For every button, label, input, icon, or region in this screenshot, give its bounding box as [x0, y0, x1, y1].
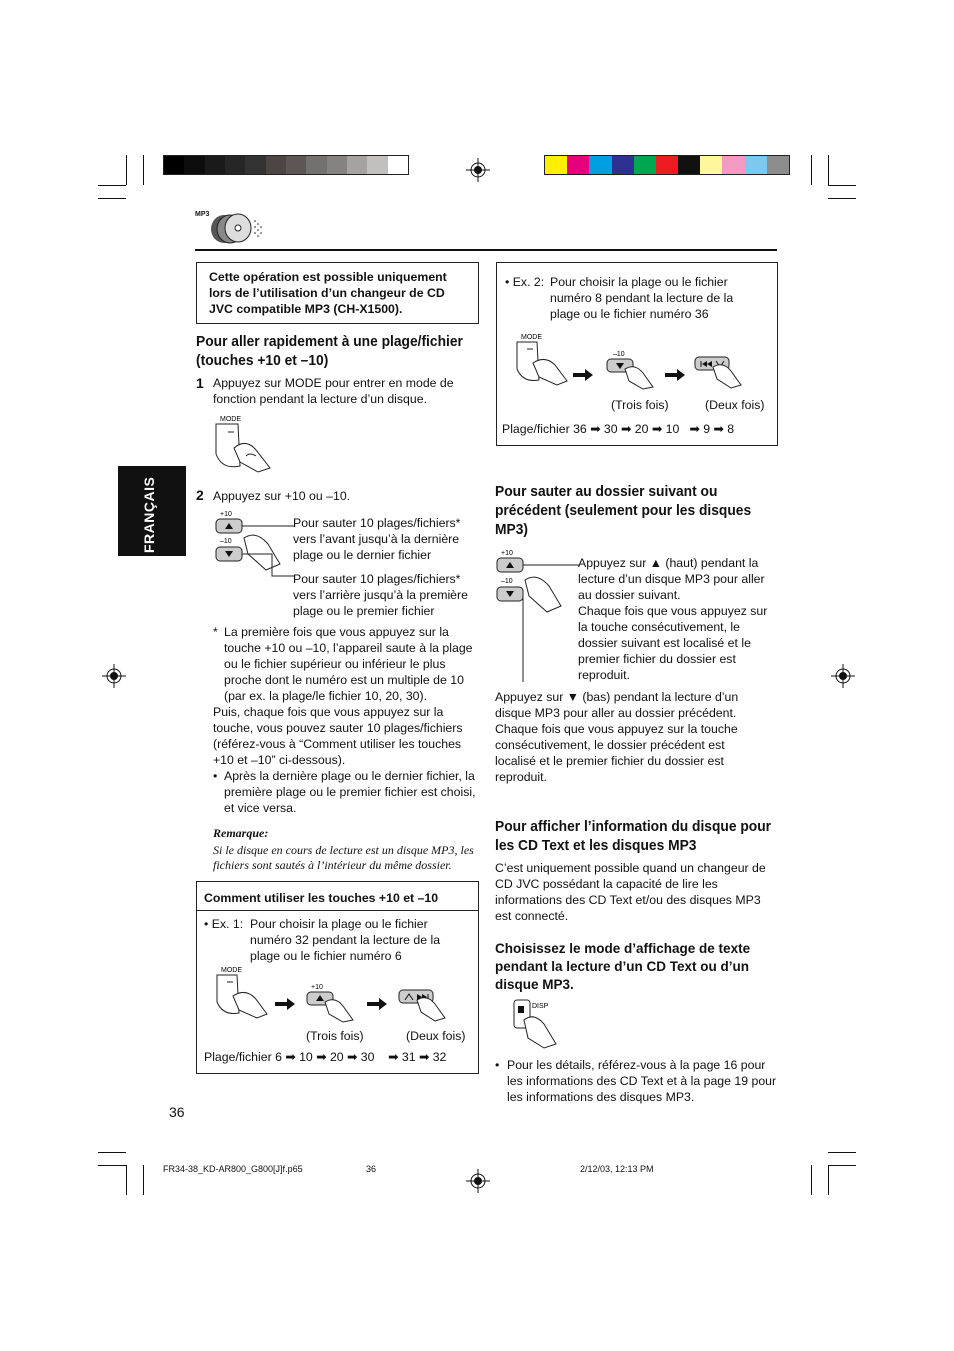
calibration-swatch	[388, 156, 408, 174]
ex2-box	[496, 262, 778, 446]
ex1-seq-value: 30	[360, 1050, 375, 1064]
section3-text: C’est uniquement possible quand un changeur de CD JVC possédant la capacité de lire les informations des CD Text et/ou des disques MP3 est connecté.	[495, 861, 766, 923]
section3-bullet: Pour les détails, référez-vous à la page 16 pour les informations des CD Text et à la page 19 pour les informations des disques MP3.	[507, 1058, 777, 1104]
calibration-swatch	[347, 156, 367, 174]
bullet-text: Après la dernière plage ou le dernier fichier, la première plage ou le premier fichier est choisi, et vice versa.	[224, 769, 476, 815]
crop-mark	[143, 1165, 144, 1195]
calibration-swatch	[634, 156, 656, 174]
remark-text: Si le disque en cours de lecture est un disque MP3, les fichiers sont sautés à l’intérieur du même dossier.	[213, 843, 474, 872]
calibration-swatch	[266, 156, 286, 174]
calibration-swatch	[656, 156, 678, 174]
notice-box	[196, 262, 479, 324]
calibration-swatch	[164, 156, 184, 174]
folder-down-text: Appuyez sur ▼ (bas) pendant la lecture d’un disque MP3 pour aller au dossier précédent. Chaque fois que vous appuyez sur la touche consécutivement, le dossier précédent est localisé et le premier fichier du dossier est reproduit.	[495, 690, 739, 784]
ex1-trois-fois: (Trois fois)	[306, 1029, 364, 1043]
ex2-seq-value: 8	[727, 422, 735, 436]
crop-mark	[143, 155, 144, 185]
folder-up-down-buttons-illustration	[495, 546, 579, 686]
ex2-seq-value: 9	[703, 422, 711, 436]
gray-calibration-bar	[163, 155, 409, 175]
crop-mark	[98, 185, 126, 186]
registration-target-icon	[466, 1169, 490, 1193]
ex2-label: • Ex. 2:	[505, 275, 545, 289]
plus10-label: +10	[501, 550, 513, 557]
calibration-swatch	[745, 156, 767, 174]
crop-mark	[828, 1152, 856, 1153]
disp-label: DISP	[532, 1003, 549, 1010]
remark-title: Remarque:	[213, 826, 269, 840]
footnote-continuation: Puis, chaque fois que vous appuyez sur la touche, vous pouvez sauter 10 plages/fichiers (référez-vous à “Comment utiliser les touches +10 et –10” ci-dessous).	[213, 705, 463, 767]
ex1-deux-fois: (Deux fois)	[406, 1029, 466, 1043]
minus10-label: –10	[220, 538, 232, 545]
ex1-sequence: Plage/fichier 6 ➡ 10 ➡ 20 ➡ 30 ➡ 31 ➡ 32	[204, 1050, 447, 1064]
calibration-swatch	[589, 156, 611, 174]
header-rule	[195, 249, 777, 251]
ex2-text: Pour choisir la plage ou le fichier numéro 8 pendant la lecture de la plage ou le fichier numéro 36	[550, 275, 734, 321]
calibration-swatch	[327, 156, 347, 174]
mode-label: MODE	[220, 416, 241, 423]
calibration-swatch	[567, 156, 589, 174]
mode-label: MODE	[221, 967, 242, 974]
crop-mark	[98, 1152, 126, 1153]
calibration-swatch	[286, 156, 306, 174]
ex2-trois-fois: (Trois fois)	[611, 398, 669, 412]
step1-number: 1	[196, 375, 204, 391]
ex1-seq-value: 31	[401, 1050, 416, 1064]
callout-forward: Pour sauter 10 plages/fichiers* vers l’avant jusqu’à la dernière plage ou le dernier fichier	[293, 516, 461, 562]
ex2-seq-label: Plage/fichier 36	[502, 422, 587, 436]
ex2-seq-value: 10	[665, 422, 680, 436]
crop-mark	[828, 185, 856, 186]
ex1-label: • Ex. 1:	[204, 917, 244, 931]
step2-number: 2	[196, 487, 204, 503]
calibration-swatch	[767, 156, 789, 174]
ex2-sequence: Plage/fichier 36 ➡ 30 ➡ 20 ➡ 10 ➡ 9 ➡ 8	[502, 422, 735, 436]
ex2-seq-value: 30	[603, 422, 618, 436]
registration-target-icon	[831, 664, 855, 688]
howto-box	[196, 881, 479, 1074]
ex1-sequence-illustration	[213, 964, 473, 1024]
plus10-label: +10	[311, 984, 323, 991]
calibration-swatch	[678, 156, 700, 174]
minus10-label: –10	[501, 578, 513, 585]
crop-mark	[98, 198, 126, 199]
language-tab	[118, 466, 186, 556]
notice-text: Cette opération est possible uniquement lors de l’utilisation d’un changeur de CD JVC compatible MP3 (CH-X1500).	[209, 270, 447, 316]
page-number: 36	[169, 1104, 185, 1120]
disp-button-illustration	[512, 998, 572, 1052]
ex2-deux-fois: (Deux fois)	[705, 398, 765, 412]
howto-divider	[197, 910, 478, 911]
language-tab-label: FRANÇAIS	[141, 476, 157, 553]
folder-up-callout: Appuyez sur ▲ (haut) pendant la lecture d’un disque MP3 pour aller au dossier suivant. Chaque fois que vous appuyez sur la touche consécutivement, le dossier suivant est localisé et le premier fichier du dossier est reproduit.	[578, 556, 768, 682]
crop-mark	[98, 1165, 126, 1166]
ex1-seq-value: 10	[299, 1050, 313, 1064]
ex1-seq-label: Plage/fichier 6	[204, 1050, 282, 1064]
calibration-swatch	[184, 156, 204, 174]
mode-label: MODE	[521, 334, 542, 341]
color-calibration-bar	[544, 155, 790, 175]
footnote-star: *	[213, 625, 218, 639]
crop-mark	[828, 198, 856, 199]
calibration-swatch	[245, 156, 265, 174]
registration-target-icon	[102, 664, 126, 688]
crop-mark	[126, 1165, 127, 1195]
step2-text: Appuyez sur +10 ou –10.	[213, 489, 351, 503]
crop-mark	[811, 155, 812, 185]
crop-mark	[126, 155, 127, 185]
bullet-dot: •	[495, 1058, 500, 1072]
crop-mark	[828, 1165, 856, 1166]
callout-backward: Pour sauter 10 plages/fichiers* vers l’arrière jusqu’à la première plage ou le premier fichier	[293, 572, 468, 618]
plus-minus-10-buttons-illustration	[214, 508, 294, 578]
calibration-swatch	[205, 156, 225, 174]
calibration-swatch	[722, 156, 744, 174]
howto-title: Comment utiliser les touches +10 et –10	[204, 891, 439, 905]
footer-file: FR34-38_KD-AR800_G800[J]f.p65	[163, 1164, 303, 1174]
ex2-sequence-illustration	[513, 331, 773, 395]
mode-button-illustration	[212, 412, 274, 474]
ex1-seq-value: 20	[329, 1050, 344, 1064]
calibration-swatch	[367, 156, 387, 174]
section1-title: Pour aller rapidement à une plage/fichier (touches +10 et –10)	[196, 333, 463, 369]
mp3-disc-icon	[208, 213, 268, 245]
calibration-swatch	[306, 156, 326, 174]
footnote-text: La première fois que vous appuyez sur la touche +10 ou –10, l’appareil saute à la plage ou le fichier supérieur ou inférieur le plus proche dont le numéro est un multiple de 10 (par ex. la plage/le fichier 10, 20, 30).	[224, 625, 473, 703]
calibration-swatch	[612, 156, 634, 174]
calibration-swatch	[225, 156, 245, 174]
footer-date: 2/12/03, 12:13 PM	[580, 1164, 654, 1174]
section3-title: Pour afficher l’information du disque pour les CD Text et les disques MP3	[495, 818, 772, 854]
crop-mark	[811, 1165, 812, 1195]
section3-subtitle: Choisissez le mode d’affichage de texte pendant la lecture d’un CD Text ou d’un disque MP3.	[495, 941, 751, 992]
crop-mark	[828, 1165, 829, 1195]
minus10-label: –10	[613, 351, 625, 358]
registration-target-icon	[466, 158, 490, 182]
plus10-label: +10	[220, 511, 232, 518]
step1-text: Appuyez sur MODE pour entrer en mode de fonction pendant la lecture d’un disque.	[213, 376, 454, 406]
calibration-swatch	[700, 156, 722, 174]
mp3-label: MP3	[195, 211, 210, 218]
ex1-seq-value: 32	[432, 1050, 447, 1064]
bullet-dot: •	[213, 769, 218, 783]
section2-title: Pour sauter au dossier suivant ou précédent (seulement pour les disques MP3)	[495, 483, 752, 538]
footer-page: 36	[366, 1164, 377, 1174]
crop-mark	[828, 155, 829, 185]
calibration-swatch	[545, 156, 567, 174]
ex1-text: Pour choisir la plage ou le fichier numéro 32 pendant la lecture de la plage ou le fichier numéro 6	[250, 917, 441, 963]
ex2-seq-value: 20	[634, 422, 649, 436]
